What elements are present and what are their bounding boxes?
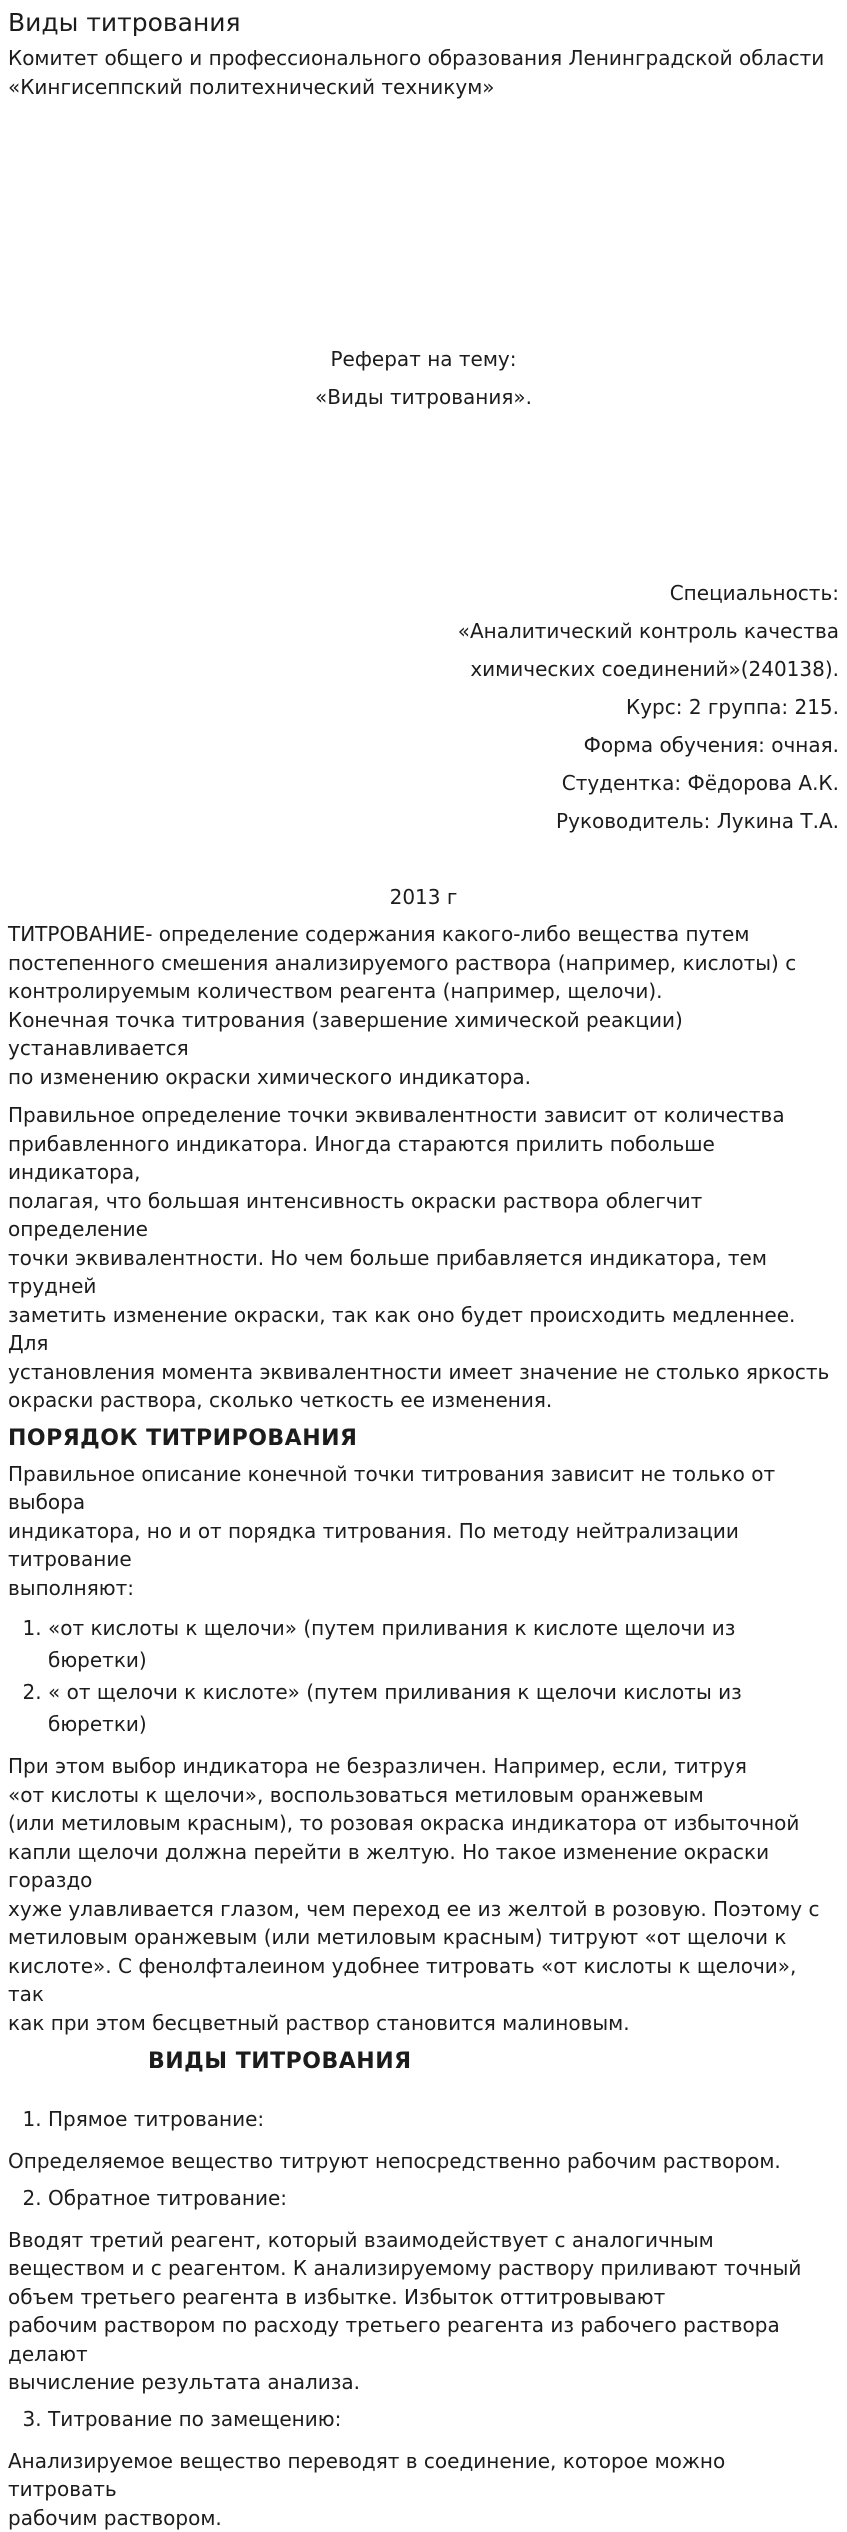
text-line: постепенного смешения анализируемого раствора (например, кислоты) с <box>8 951 796 975</box>
type-list-direct <box>8 2105 838 2133</box>
text-line: вычисление результата анализа. <box>8 2370 360 2394</box>
document-title: Виды титрования <box>8 6 241 40</box>
text-line: как при этом бесцветный раствор становится малиновым. <box>8 2011 630 2035</box>
text-line: метиловым оранжевым (или метиловым красным) титруют «от щелочи к <box>8 1925 786 1949</box>
text-line: окраски раствора, сколько четкость ее изменения. <box>8 1388 552 1412</box>
text-line: Анализируемое вещество переводят в соединение, которое можно титровать <box>8 2449 725 2502</box>
text-line: полагая, что большая интенсивность окраски раствора облегчит определение <box>8 1189 702 1242</box>
list-item: 1. Прямое титрование: <box>48 2105 838 2133</box>
text-line: точки эквивалентности. Но чем больше прибавляется индикатора, тем трудней <box>8 1246 767 1299</box>
substitution-titration-paragraph <box>8 2447 838 2532</box>
text-line: установления момента эквивалентности имеет значение не столько яркость <box>8 1360 829 1384</box>
text-line: кислоте». С фенолфталеином удобнее титровать «от кислоты к щелочи», так <box>8 1954 796 2007</box>
detail-line: Руководитель: Лукина Т.А. <box>458 802 839 840</box>
indicator-paragraph <box>8 1101 838 1415</box>
section-heading-types: ВИДЫ ТИТРОВАНИЯ <box>148 2047 838 2077</box>
report-label: Реферат на тему: <box>0 345 847 373</box>
text-line: капли щелочи должна перейти в желтую. Но такое изменение окраски гораздо <box>8 1840 769 1893</box>
cover-year: 2013 г <box>0 883 847 911</box>
text-line: рабочим раствором. <box>8 2506 222 2530</box>
text-line: «от кислоты к щелочи», воспользоваться метиловым оранжевым <box>8 1783 704 1807</box>
direct-titration-paragraph <box>8 2147 838 2176</box>
text-line: заметить изменение окраски, так как оно будет происходить медленнее. Для <box>8 1303 795 1356</box>
text-line: (или метиловым красным), то розовая окраска индикатора от избыточной <box>8 1811 799 1835</box>
list-item: 3. Титрование по замещению: <box>48 2405 838 2433</box>
text-line: Конечная точка титрования (завершение химической реакции) устанавливается <box>8 1008 683 1061</box>
cover-details <box>458 574 839 840</box>
type-list-substitution <box>8 2405 838 2433</box>
text-line: Вводят третий реагент, который взаимодействует с аналогичным <box>8 2228 714 2252</box>
text-line: индикатора, но и от порядка титрования. По методу нейтрализации титрование <box>8 1519 739 1572</box>
text-line: Правильное определение точки эквивалентности зависит от количества <box>8 1103 785 1127</box>
section-heading-order: ПОРЯДОК ТИТРИРОВАНИЯ <box>8 1424 838 1454</box>
text-line: Определяемое вещество титруют непосредственно рабочим раствором. <box>8 2149 781 2173</box>
detail-line: Студентка: Фёдорова А.К. <box>458 764 839 802</box>
detail-line: Форма обучения: очная. <box>458 726 839 764</box>
text-line: При этом выбор индикатора не безразличен. Например, если, титруя <box>8 1754 747 1778</box>
text-line: объем третьего реагента в избытке. Избыток оттитровывают <box>8 2285 665 2309</box>
text-line: прибавленного индикатора. Иногда стараются прилить побольше индикатора, <box>8 1132 715 1185</box>
list-item: 1. «от кислоты к щелочи» (путем приливания к кислоте щелочи из бюретки) <box>48 1612 838 1676</box>
text-line: веществом и с реагентом. К анализируемому раствору приливают точный <box>8 2256 801 2280</box>
detail-line: Курс: 2 группа: 215. <box>458 688 839 726</box>
text-line: хуже улавливается глазом, чем переход ее из желтой в розовую. Поэтому с <box>8 1897 819 1921</box>
text-line: ТИТРОВАНИЕ- определение содержания какого-либо вещества путем <box>8 922 749 946</box>
back-titration-paragraph <box>8 2226 838 2397</box>
text-line: рабочим раствором по расходу третьего реагента из рабочего раствора делают <box>8 2313 780 2366</box>
text-line: контролируемым количеством реагента (например, щелочи). <box>8 979 663 1003</box>
detail-line: химических соединений»(240138). <box>458 650 839 688</box>
header-line: Комитет общего и профессионального образования Ленинградской области <box>8 44 824 73</box>
header-line: «Кингисеппский политехнический техникум» <box>8 73 824 102</box>
order-paragraph <box>8 1460 838 1603</box>
indicator-choice-paragraph <box>8 1752 838 2037</box>
text-line: выполняют: <box>8 1576 134 1600</box>
text-line: по изменению окраски химического индикатора. <box>8 1065 531 1089</box>
document-body <box>8 920 838 2532</box>
type-list-back <box>8 2184 838 2212</box>
titration-order-list <box>8 1612 838 1740</box>
detail-line: «Аналитический контроль качества <box>458 612 839 650</box>
text-line: Правильное описание конечной точки титрования зависит не только от выбора <box>8 1462 775 1515</box>
report-topic: «Виды титрования». <box>0 383 847 411</box>
detail-line: Специальность: <box>458 574 839 612</box>
organization-header <box>8 44 824 102</box>
list-item: 2. « от щелочи к кислоте» (путем приливания к щелочи кислоты из бюретки) <box>48 1676 838 1740</box>
intro-paragraph <box>8 920 838 1091</box>
list-item: 2. Обратное титрование: <box>48 2184 838 2212</box>
